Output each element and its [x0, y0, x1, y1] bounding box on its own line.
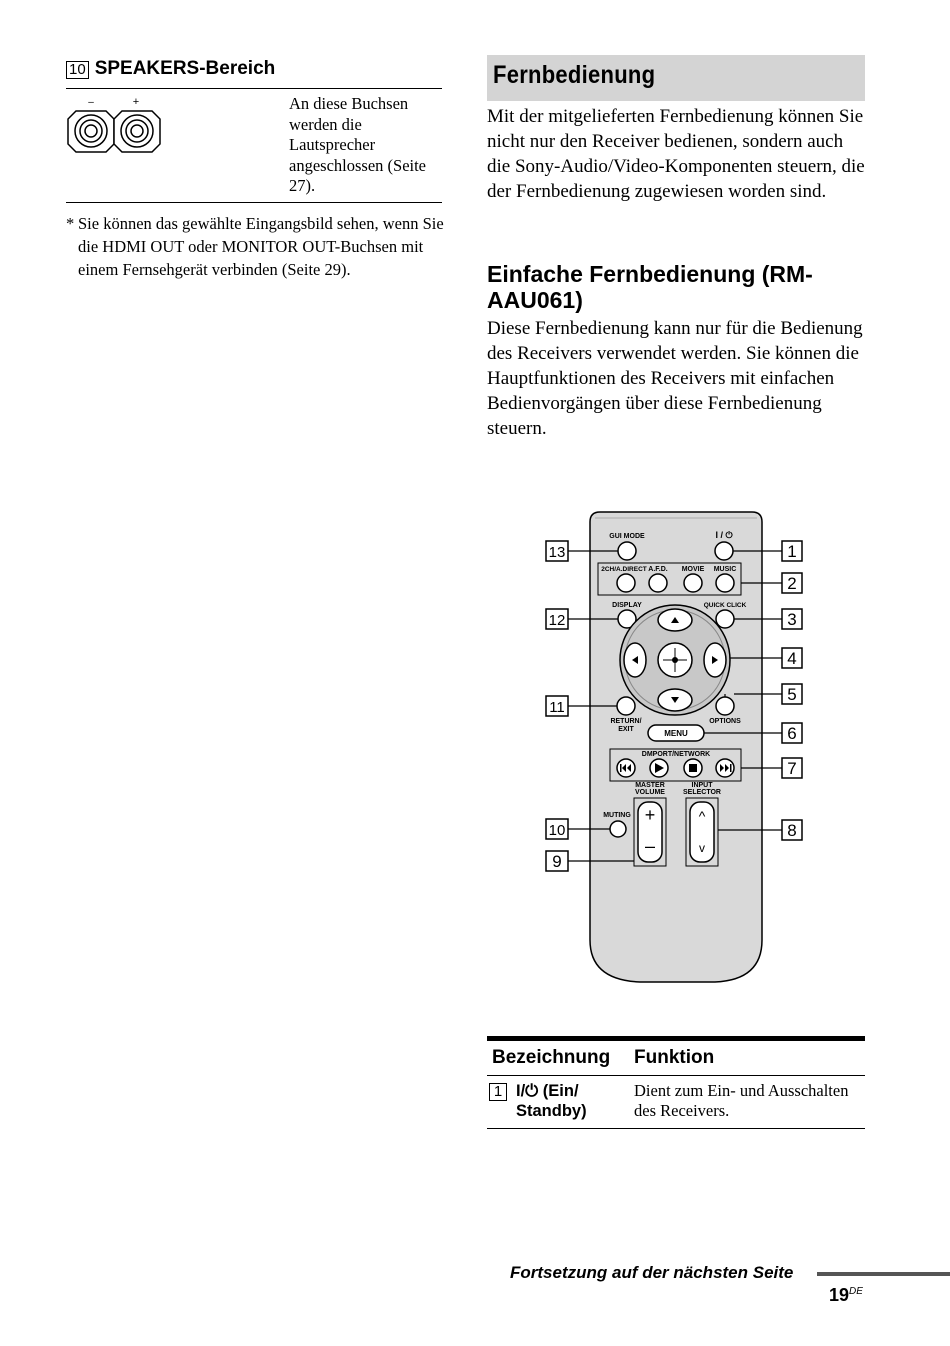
quick-click-button[interactable] [716, 610, 734, 628]
music-button[interactable] [716, 574, 734, 592]
label-muting: MUTING [603, 812, 631, 819]
remote-control-diagram [540, 500, 810, 990]
label-power: I / ⏻ [715, 530, 733, 540]
row-function: Dient zum Ein- und Ausschalten des Receivers. [634, 1081, 849, 1120]
svg-text:6: 6 [787, 724, 797, 743]
svg-text:10: 10 [548, 822, 566, 839]
page-number [829, 1285, 863, 1306]
speakers-title: SPEAKERS-Bereich [94, 58, 276, 79]
label-movie: MOVIE [681, 566, 705, 573]
label-input-1: INPUT [691, 782, 713, 789]
section-title-bar [487, 55, 865, 101]
callout-12 [546, 609, 568, 629]
remote-body [590, 512, 762, 982]
continued-note: Fortsetzung auf der nächsten Seite [510, 1263, 794, 1282]
footnote-text: Sie können das gewählte Eingangsbild sehen, wenn Sie die HDMI OUT oder MONITOR OUT-Buchsen mit einem Fernsehgerät verbinden (Seite 29). [78, 214, 444, 279]
movie-button[interactable] [684, 574, 702, 592]
menu-button-label: MENU [664, 729, 688, 738]
callout-2 [782, 573, 802, 593]
svg-text:3: 3 [787, 610, 797, 629]
label-afd: A.F.D. [648, 566, 668, 573]
footnote [66, 212, 444, 281]
section-intro: Mit der mitgelieferten Fernbedienung können Sie nicht nur den Receiver bedienen, sondern auch die Sony-Audio/Video-Komponenten steuern, die der Fernbedienung zugewiesen worden sind. [487, 106, 865, 202]
svg-text:11: 11 [549, 699, 565, 716]
jack-minus-label: – [88, 97, 94, 108]
speakers-heading [66, 58, 442, 89]
speaker-jack-plus [114, 111, 160, 152]
section-title: Fernbedienung [493, 61, 656, 89]
callout-6 [782, 723, 802, 743]
row-name-line1: I/⏻ (Ein/ [516, 1082, 579, 1100]
row-name-line2: Standby) [516, 1102, 587, 1120]
input-down-label: v [699, 841, 705, 855]
callout-1 [782, 541, 802, 561]
volume-minus-label: – [644, 836, 656, 856]
row-name [516, 1081, 587, 1121]
label-display: DISPLAY [612, 602, 642, 609]
callout-5 [782, 684, 802, 704]
label-input-2: SELECTOR [683, 789, 721, 796]
label-dmport: DMPORT/NETWORK [641, 751, 711, 758]
label-options: OPTIONS [709, 718, 741, 725]
svg-text:4: 4 [787, 649, 797, 668]
label-return-1: RETURN/ [610, 718, 642, 725]
callout-3 [782, 609, 802, 629]
muting-button[interactable] [610, 821, 626, 837]
volume-plus-label: + [644, 805, 656, 825]
label-master-2: VOLUME [635, 789, 665, 796]
speakers-description: An diese Buchsen werden die Lautsprecher angeschlossen (Seite 27). [289, 94, 427, 195]
return-exit-button[interactable] [617, 697, 635, 715]
svg-text:12: 12 [548, 612, 566, 629]
item-number: 10 [66, 61, 89, 79]
label-music: MUSIC [713, 566, 737, 573]
jack-plus-label: + [132, 96, 140, 108]
svg-text:8: 8 [787, 821, 797, 840]
subsection-text: Diese Fernbedienung kann nur für die Bedienung des Receivers verwendet werden. Sie können die Hauptfunktionen des Receivers mit einfachen Bedienvorgängen über diese Fernbedienung steuern. [487, 318, 863, 439]
label-return-2: EXIT [618, 726, 634, 733]
options-button[interactable] [716, 697, 734, 715]
svg-text:5: 5 [787, 685, 797, 704]
callout-9 [546, 851, 568, 871]
label-2ch: 2CH/A.DIRECT [601, 566, 647, 573]
callout-4 [782, 648, 802, 668]
continued-bar [817, 1272, 950, 1276]
callout-10 [546, 819, 568, 839]
callout-7 [782, 758, 802, 778]
svg-text:2: 2 [787, 574, 797, 593]
page-number-suffix: DE [849, 1286, 863, 1297]
label-master-1: MASTER [635, 782, 665, 789]
afd-button[interactable] [649, 574, 667, 592]
callout-13 [546, 541, 568, 561]
callout-11 [546, 696, 568, 716]
subsection-title: Einfache Fernbedienung (RM-AAU061) [487, 261, 813, 313]
row-number: 1 [489, 1083, 507, 1101]
col-header-function: Funktion [634, 1047, 715, 1068]
label-quick-click: QUICK CLICK [703, 602, 747, 609]
footnote-marker: * [66, 214, 75, 233]
svg-text:7: 7 [787, 759, 797, 778]
table-header [487, 1041, 865, 1076]
svg-text:1: 1 [787, 542, 797, 561]
speaker-terminals-icon [66, 96, 176, 166]
callout-8 [782, 820, 802, 840]
page-number-value: 19 [829, 1285, 850, 1305]
2ch-button[interactable] [617, 574, 635, 592]
function-table [487, 1036, 865, 1129]
speaker-jack-minus [68, 111, 114, 152]
label-gui-mode: GUI MODE [609, 533, 645, 540]
svg-text:13: 13 [548, 544, 566, 561]
table-row [487, 1076, 865, 1129]
col-header-name: Bezeichnung [492, 1047, 611, 1068]
svg-text:9: 9 [552, 852, 562, 871]
power-button[interactable] [715, 542, 733, 560]
input-up-label: ^ [698, 808, 706, 824]
gui-mode-button[interactable] [618, 542, 636, 560]
